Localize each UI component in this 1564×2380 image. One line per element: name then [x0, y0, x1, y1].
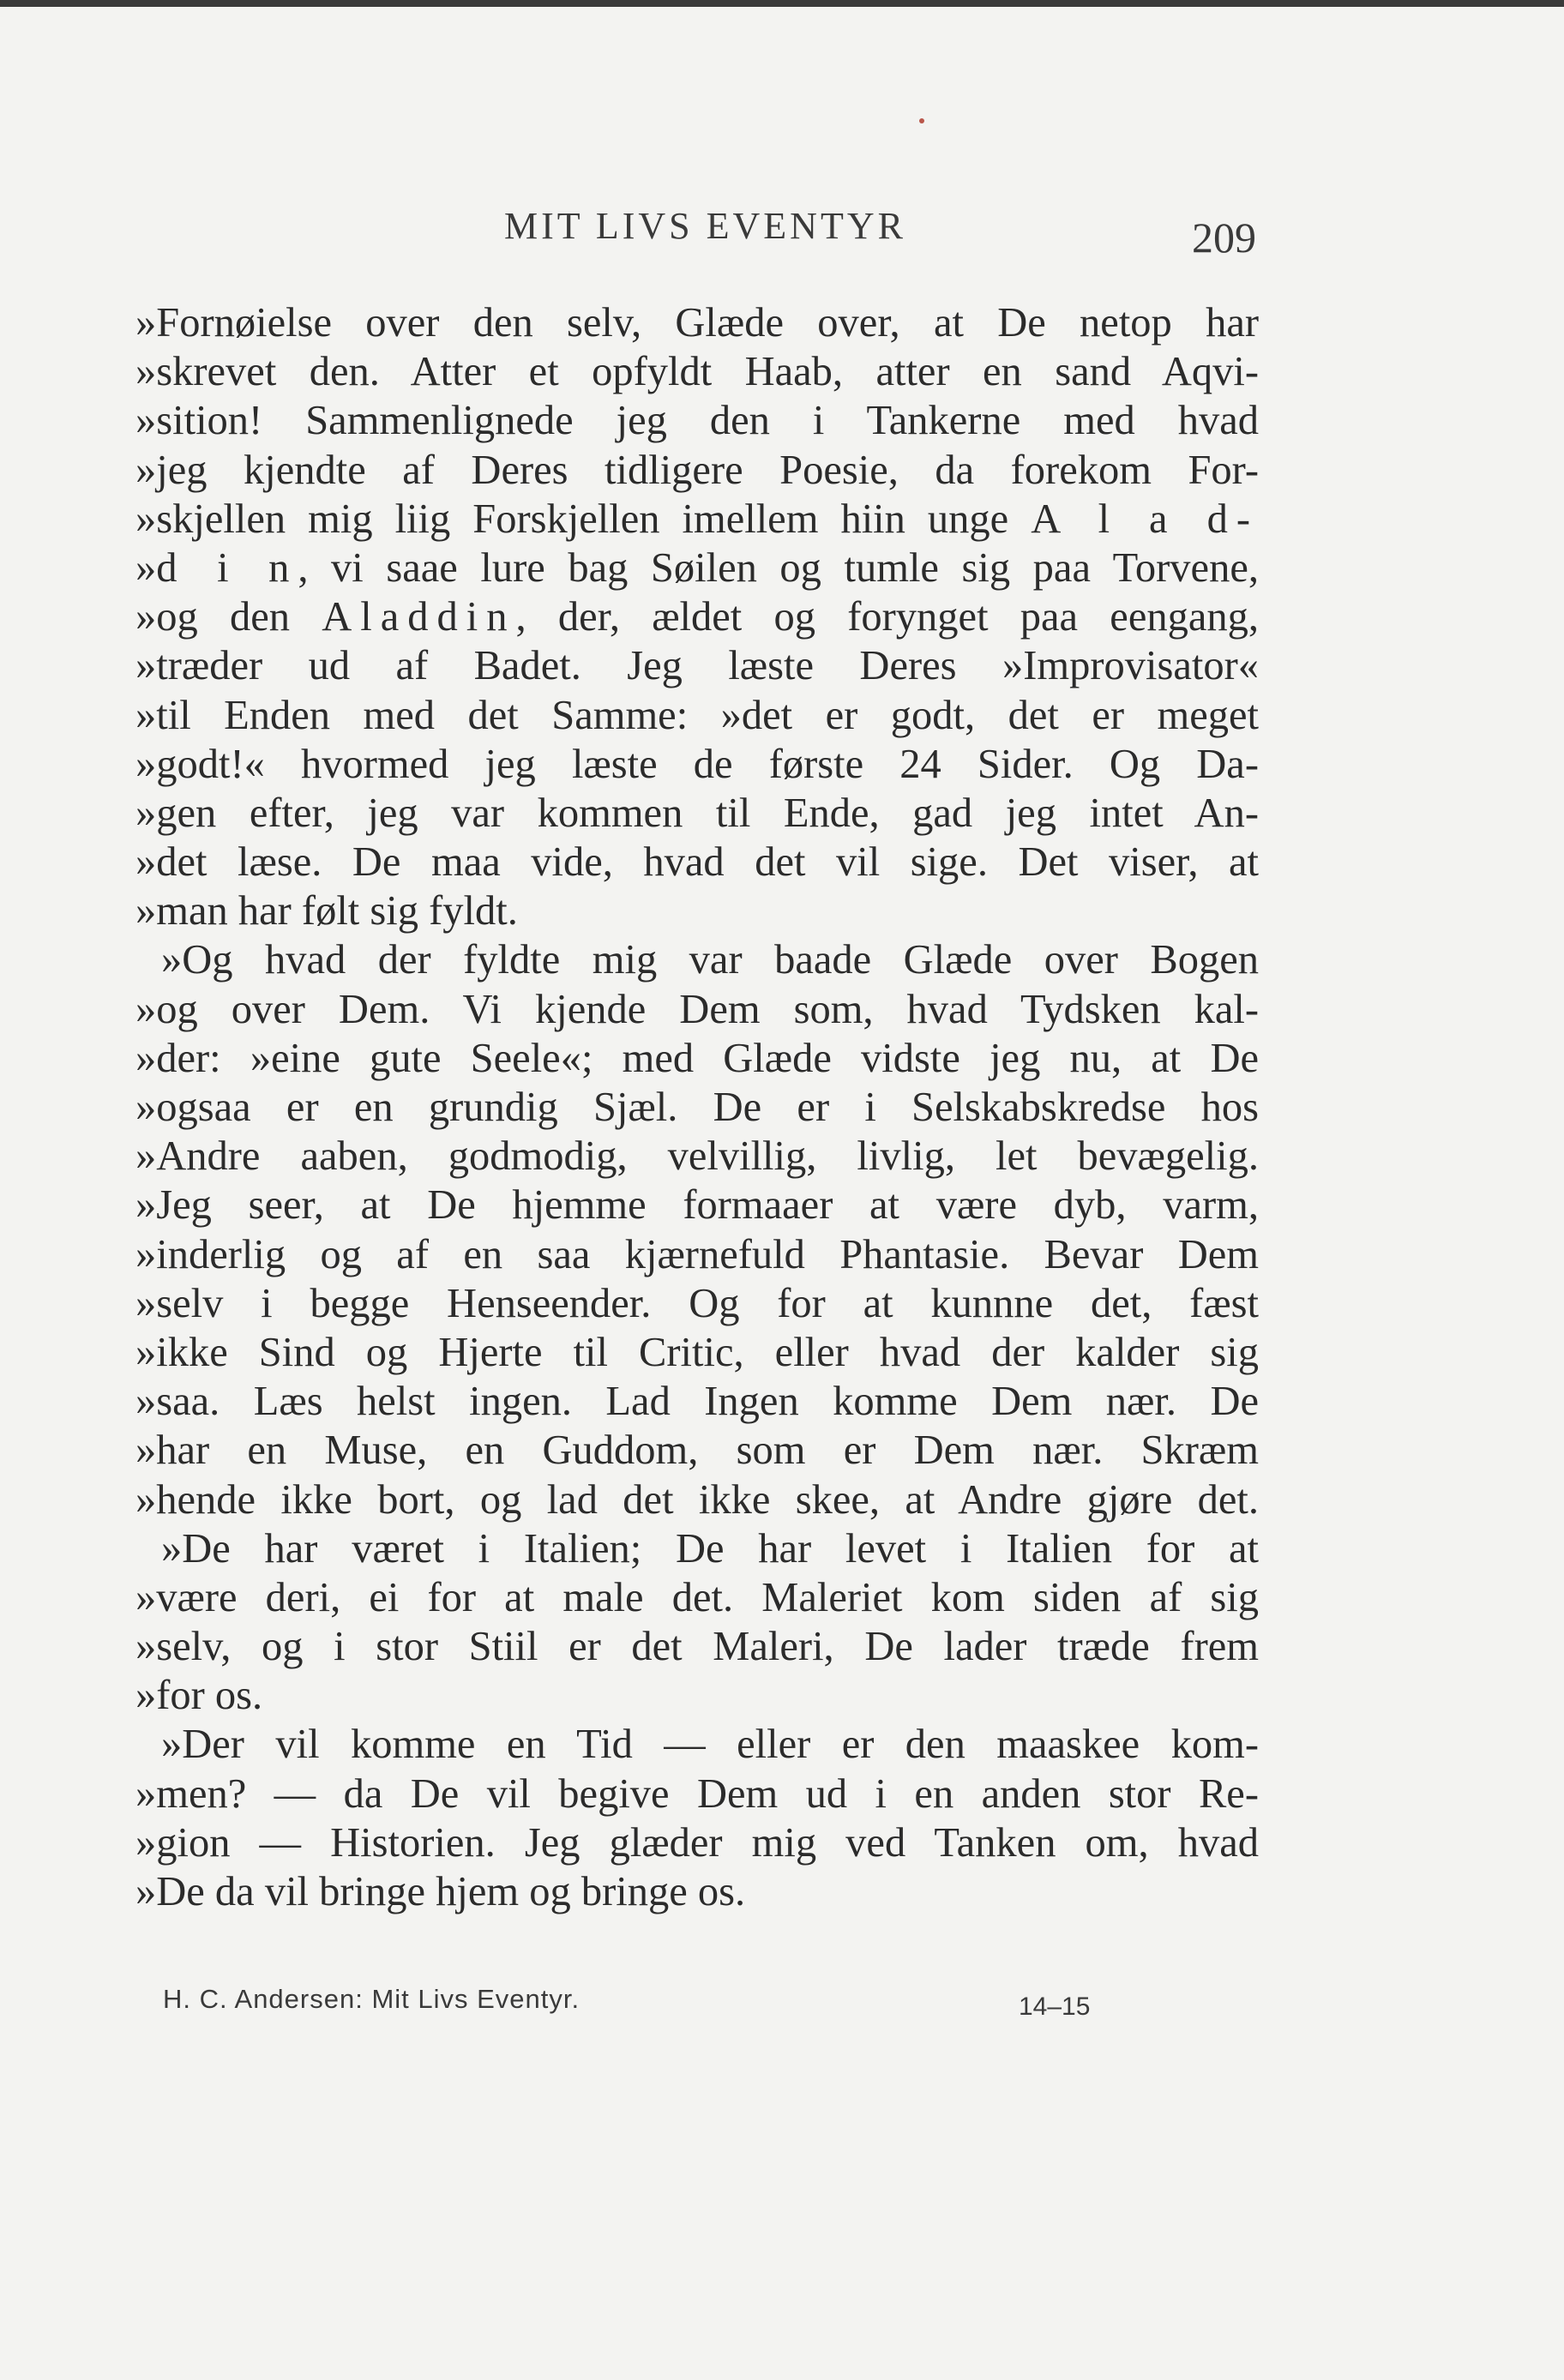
text-line: »inderlig og af en saa kjærnefuld Phantasie. Bevar Dem [135, 1231, 1259, 1277]
text-fragment: » [135, 544, 157, 591]
text-line: »selv i begge Henseender. Og for at kunnne det, fæst [135, 1280, 1259, 1326]
text-line: »har en Muse, en Guddom, som er Dem nær. Skræm [135, 1427, 1259, 1474]
text-line: »saa. Læs helst ingen. Lad Ingen komme Dem nær. De [135, 1379, 1259, 1425]
text-line: »skrevet den. Atter et opfyldt Haab, atter en sand Aqvi- [135, 349, 1259, 395]
text-line: »være deri, ei for at male det. Maleriet kom siden af sig [135, 1574, 1259, 1620]
text-line: »Jeg seer, at De hjemme formaaer at være dyb, varm, [135, 1182, 1259, 1229]
text-line: »der: »eine gute Seele«; med Glæde vidste jeg nu, at De [135, 1035, 1259, 1081]
text-line: »Andre aaben, godmodig, velvillig, livlig, let bevægelig. [135, 1133, 1259, 1180]
spaced-word: Aladdin [322, 594, 516, 640]
text-line: »hende ikke bort, og lad det ikke skee, at Andre gjøre det. [135, 1476, 1259, 1523]
text-line: »Og hvad der fyldte mig var baade Glæde over Bogen [161, 937, 1259, 983]
text-line: »træder ud af Badet. Jeg læste Deres »Improvisator« [135, 643, 1259, 689]
text-line [135, 592, 1259, 641]
spaced-word: d i n [156, 544, 298, 591]
text-line: »man har følt sig fyldt. [135, 888, 518, 935]
text-fragment: »skjellen mig liig Forskjellen imellem hiin unge [135, 496, 1009, 542]
text-fragment: »og den [135, 594, 291, 640]
text-line: »gion — Historien. Jeg glæder mig ved Tanken om, hvad [135, 1819, 1259, 1866]
text-fragment: , vi saae lure bag Søilen og tumle sig paa Torvene, [298, 544, 1259, 591]
running-header: MIT LIVS EVENTYR [504, 205, 906, 247]
text-line: »for os. [135, 1673, 263, 1719]
body-text [135, 298, 1259, 1916]
text-line: »De da vil bringe hjem og bringe os. [135, 1869, 746, 1914]
text-line: »men? — da De vil begive Dem ud i en anden stor Re- [135, 1770, 1259, 1817]
text-line: »ogsaa er en grundig Sjæl. De er i Selskabskredse hos [135, 1085, 1259, 1130]
text-fragment: , der, ældet og forynget paa eengang, [515, 594, 1259, 640]
footer-source: H. C. Andersen: Mit Livs Eventyr. [163, 1984, 580, 2014]
text-line: »jeg kjendte af Deres tidligere Poesie, da forekom For- [135, 447, 1259, 493]
text-line: »Fornøielse over den selv, Glæde over, at De netop har [135, 300, 1259, 346]
text-line: »De har været i Italien; De har levet i Italien for at [161, 1525, 1259, 1572]
text-line [135, 544, 1259, 592]
page-top-edge [0, 0, 1564, 7]
text-line: »sition! Sammenlignede jeg den i Tankerne med hvad [135, 398, 1259, 444]
spaced-word: A l a d- [1031, 496, 1259, 542]
text-line: »godt!« hvormed jeg læste de første 24 Sider. Og Da- [135, 741, 1259, 787]
text-line: »Der vil komme en Tid — eller er den maaskee kom- [161, 1722, 1259, 1768]
text-line: »ikke Sind og Hjerte til Critic, eller hvad der kalder sig [135, 1329, 1259, 1375]
text-line: »til Enden med det Samme: »det er godt, det er meget [135, 692, 1259, 738]
page-number: 209 [1192, 213, 1256, 261]
text-line: »og over Dem. Vi kjende Dem som, hvad Tydsken kal- [135, 986, 1259, 1032]
text-line: »gen efter, jeg var kommen til Ende, gad jeg intet An- [135, 790, 1259, 836]
footer-signature: 14–15 [1019, 1992, 1091, 2021]
paper-speck [919, 118, 924, 123]
text-line [135, 495, 1259, 544]
text-line: »det læse. De maa vide, hvad det vil sige. Det viser, at [135, 839, 1259, 886]
text-line: »selv, og i stor Stiil er det Maleri, De lader træde frem [135, 1624, 1259, 1670]
